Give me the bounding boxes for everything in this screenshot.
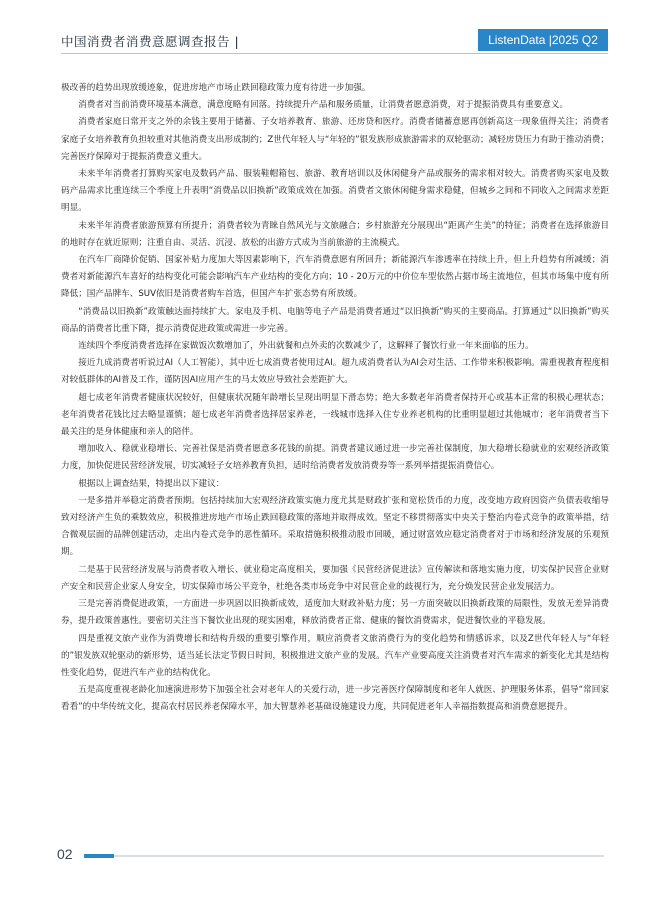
paragraph: 超七成老年消费者健康状况较好，但健康状况随年龄增长呈现出明显下滑态势；绝大多数老年消费者保持开心或基本正常的积极心理状态；老年消费者花钱比过去略显谨慎；超七成老年消费者选择居家养老，一线城市选择入住专业养老机构的比重明显超过其他城市；老年消费者当下最关注的是身体健康和亲人的陪伴。: [61, 392, 609, 438]
report-body: [61, 80, 609, 717]
paragraph: 未来半年消费者打算购买家电及数码产品、服装鞋帽箱包、旅游、教育培训以及休闲健身产品或服务的需求相对较大。消费者购买家电及数码产品需求比重连续三个季度上升表明“消费品以旧换新”政策成效在加强。消费者文旅休闲健身需求稳健，但城乡之间和不同收入之间需求差距明显。: [61, 169, 609, 214]
paragraph: 三是完善消费促进政策，一方面进一步巩固以旧换新成效，适度加大财政补贴力度；另一方面突破以旧换新政策的局限性，发放无差异消费券，提升政策普惠性。要密切关注当下餐饮业出现的现实困难，释放消费者正常、健康的餐饮消费需求，促进餐饮业的平稳发展。: [61, 599, 609, 627]
footer-accent-bar: [84, 854, 114, 858]
page-number: 02: [57, 846, 73, 862]
page-header: [0, 0, 662, 62]
header-divider: [61, 53, 608, 54]
paragraph: “消费品以旧换新”政策触达面持续扩大。家电及手机、电脑等电子产品是消费者通过“以旧换新”购买的主要商品。打算通过“以旧换新”购买商品的消费者比重下降，提示消费促进政策或需进一步完善。: [61, 306, 609, 334]
page-footer: [0, 838, 662, 898]
paragraph: 二是基于民营经济发展与消费者收入增长、就业稳定高度相关，要加强《民营经济促进法》宣传解读和落地实施力度，切实保护民营企业财产安全和民营企业家人身安全，切实保障市场公平竞争，杜绝各类市场竞争中对民营企业的歧视行为，充分焕发民营企业发展活力。: [61, 564, 609, 592]
paragraph: 在汽车厂商降价促销、国家补贴力度加大等因素影响下，汽车消费意愿有所回升；新能源汽车渗透率在持续上升，但上升趋势有所减缓；消费者对新能源汽车喜好的结构变化可能会影响汽车产业结构的变化方向；10 - 20万元的中价位车型依然占据市场主流地位，但其市场集中度有所降低；国产品牌车、SUV依旧是消费者购车首选，但国产车扩张态势有所放缓。: [61, 255, 609, 300]
paragraph: 增加收入、稳就业稳增长、完善社保是消费者愿意多花钱的前提。消费者建议通过进一步完善社保制度，加大稳增长稳就业的宏观经济政策力度，加快促进民营经济发展，切实减轻子女培养教育负担，适时给消费者发放消费券等一系列举措提振消费信心。: [61, 444, 609, 472]
report-title: 中国消费者消费意愿调查报告 |: [61, 34, 240, 49]
brand-badge: ListenData |2025 Q2: [478, 29, 608, 51]
paragraph: 五是高度重视老龄化加速演进形势下加强全社会对老年人的关爱行动，进一步完善医疗保障制度和老年人就医、护理服务体系，倡导“常回家看看”的中华传统文化，提高农村居民养老保障水平，加大智慧养老基础设施建设力度，共同促进老年人幸福指数提高和消费意愿提升。: [61, 685, 609, 713]
paragraph: 消费者对当前消费环境基本满意，满意度略有回落。持续提升产品和服务质量，让消费者愿意消费，对于提振消费具有重要意义。: [78, 100, 569, 111]
paragraph: 连续四个季度消费者选择在家做饭次数增加了，外出就餐和点外卖的次数减少了，这解释了餐饮行业一年来面临的压力。: [78, 341, 534, 352]
paragraph: 四是重视文旅产业作为消费增长和结构升级的重要引擎作用，顺应消费者文旅消费行为的变化趋势和情感诉求，以及Z世代年轻人与“年轻的”银发族双轮驱动的新形势，适当延长法定节假日时间，积极推进文旅产业的发展。汽车产业要高度关注消费者对汽车需求的新变化尤其是结构性变化趋势，促进汽车产业的结构优化。: [61, 633, 609, 678]
paragraph: 根据以上调查结果，特提出以下建议：: [78, 478, 225, 489]
paragraph: 未来半年消费者旅游预算有所提升；消费者较为青睐自然风光与文旅融合；乡村旅游充分展现出“距离产生美”的特征；消费者在选择旅游目的地时存在就近原则；注重自由、灵活、沉浸、放松的出游方式成为当前旅游的主流模式。: [61, 220, 609, 248]
paragraph: 一是多措并举稳定消费者预期。包括持续加大宏观经济政策实施力度尤其是财政扩张和宽松货币的力度，改变地方政府因资产负债表收缩导致对经济产生负的乘数效应，积极推进房地产市场止跌回稳政策的落地并取得成效。坚定不移贯彻落实中央关于整治内卷式竞争的政策举措，结合微观层面的品牌创建活动，走出内卷式竞争的恶性循环。采取措施积极推动股市回暖，通过财富效应稳定消费者对于市场和经济发展的乐观预期。: [61, 495, 609, 558]
footer-rule: [114, 855, 604, 857]
paragraph: 接近九成消费者听说过AI（人工智能），其中近七成消费者使用过AI。超九成消费者认为AI会对生活、工作带来积极影响。需重视教育程度相对较低群体的AI普及工作，谨防因AI应用产生的马太效应导致社会差距扩大。: [61, 358, 609, 386]
paragraph: 极改善的趋势出现放缓迹象，促进房地产市场止跌回稳政策力度有待进一步加强。: [61, 83, 371, 93]
paragraph: 消费者家庭日常开支之外的余钱主要用于储蓄、子女培养教育、旅游、还房贷和医疗。消费者储蓄意愿再创新高这一现象值得关注；消费者家庭子女培养教育负担较重对其他消费支出形成制约；Z世代年轻人与“年轻的”银发族形成旅游需求的双轮驱动；减轻房贷压力有助于推动消费；完善医疗保障对于提振消费意义重大。: [61, 117, 609, 162]
